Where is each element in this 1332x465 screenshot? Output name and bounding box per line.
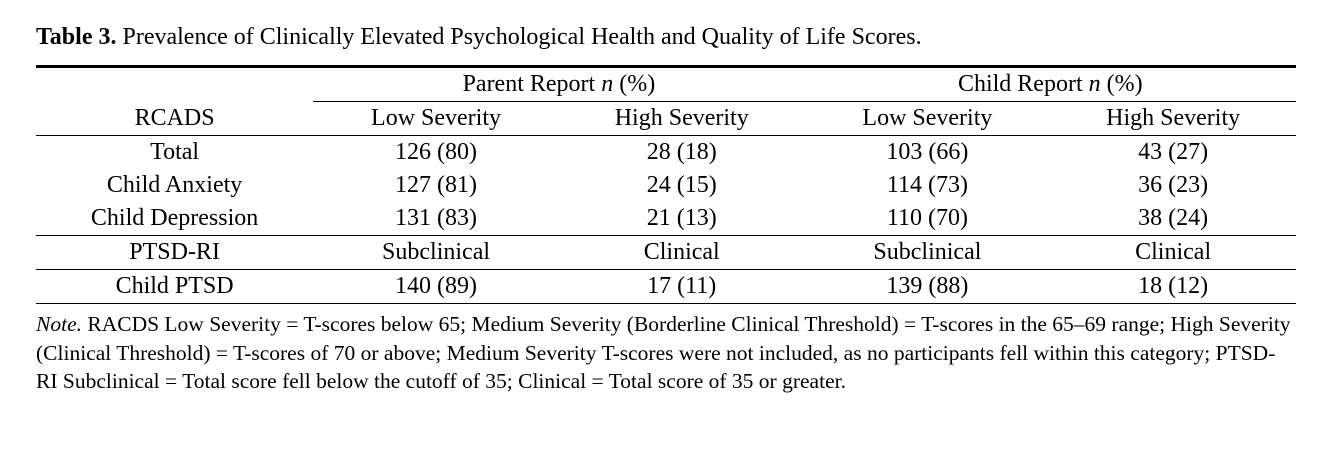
cell-total-child-high: 43 (27) (1050, 136, 1296, 170)
cell-total-child-low: 103 (66) (805, 136, 1051, 170)
group-header-child-italic: n (1088, 71, 1101, 98)
caption-text: Prevalence of Clinically Elevated Psychological Health and Quality of Life Scores. (122, 24, 922, 50)
note-label: Note. (36, 312, 82, 337)
group-header-parent-report (313, 67, 804, 102)
cell-childptsd-child-high: 18 (12) (1050, 270, 1296, 304)
cell-anxiety-parent-high: 24 (15) (646, 172, 717, 199)
cell-ptsd-parent-high: Clinical (559, 236, 805, 270)
cell-depression-parent-high: 21 (13) (646, 205, 717, 232)
table-row (36, 169, 1296, 202)
row-label-child-ptsd: Child PTSD (36, 270, 313, 304)
row-label-total: Total (36, 136, 313, 170)
table-bottom-rule-row (36, 304, 1296, 305)
cell-ptsd-parent-low: Subclinical (313, 236, 559, 270)
column-header-child-low: Low Severity (862, 105, 993, 132)
cell-depression-parent-low: 131 (83) (395, 205, 478, 232)
column-header-parent-high: High Severity (614, 105, 749, 132)
cell-anxiety-parent-low: 127 (81) (395, 172, 478, 199)
table-group-header-row (36, 67, 1296, 102)
group-header-parent-prefix: Parent Report (462, 71, 602, 98)
cell-childptsd-child-low: 139 (88) (805, 270, 1051, 304)
group-header-child-suffix: (%) (1100, 71, 1143, 98)
bottom-rule (36, 304, 1296, 305)
cell-total-parent-low: 126 (80) (313, 136, 559, 170)
note-text: RACDS Low Severity = T-scores below 65; Medium Severity (Borderline Clinical Threshold) = T-scores in the 65–69 range; High Severity (Clinical Threshold) = T-scores of 70 or above; Medium Severity T-scores were not included, as no participants fell within this category; PTSD-RI Subclinical = Total score fell below the cutoff of 35; Clinical = Total score of 35 or greater. (36, 312, 1291, 393)
cell-childptsd-parent-high: 17 (11) (559, 270, 805, 304)
cell-depression-child-high: 38 (24) (1138, 205, 1209, 232)
column-header-rcads: RCADS (134, 104, 215, 131)
cell-ptsd-child-high: Clinical (1050, 236, 1296, 270)
row-label-child-anxiety: Child Anxiety (106, 172, 243, 199)
table-row (36, 202, 1296, 236)
row-label-ptsd-ri: PTSD-RI (36, 236, 313, 270)
table-caption (36, 22, 1296, 53)
group-header-child-prefix: Child Report (957, 71, 1089, 98)
cell-depression-child-low: 110 (70) (886, 205, 968, 232)
column-header-parent-low: Low Severity (371, 105, 502, 132)
group-header-parent-italic: n (601, 71, 614, 98)
group-header-child-report (805, 67, 1296, 102)
cell-childptsd-parent-low: 140 (89) (313, 270, 559, 304)
table-note (36, 310, 1296, 395)
table-column-header-row (36, 102, 1296, 136)
cell-ptsd-child-low: Subclinical (805, 236, 1051, 270)
cell-anxiety-child-low: 114 (73) (886, 172, 968, 199)
table-subheader-row (36, 236, 1296, 270)
cell-anxiety-child-high: 36 (23) (1138, 172, 1209, 199)
column-header-child-high: High Severity (1106, 105, 1241, 132)
group-header-parent-suffix: (%) (613, 71, 656, 98)
prevalence-table (36, 65, 1296, 304)
table-row (36, 270, 1296, 304)
caption-label: Table 3. (36, 24, 117, 50)
cell-total-parent-high: 28 (18) (559, 136, 805, 170)
table-row (36, 136, 1296, 170)
group-header-spacer (36, 67, 313, 102)
row-label-child-depression: Child Depression (90, 205, 259, 232)
